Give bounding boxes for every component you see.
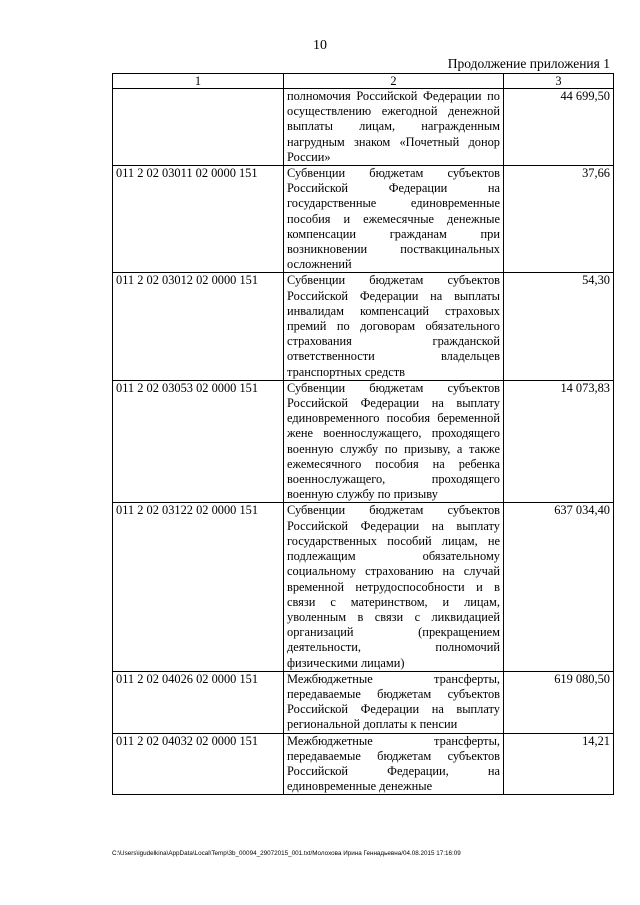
row-amount: 14 073,83 [504, 380, 614, 503]
row-description: Межбюджетные трансферты, передаваемые бюджетам субъектов Российской Федерации на выплату региональной доплаты к пенсии [284, 671, 504, 733]
budget-code: 011 2 02 03122 02 0000 151 [113, 503, 284, 671]
column-header: 1 [113, 74, 284, 89]
table-header-row [113, 74, 614, 89]
budget-table [112, 73, 614, 795]
budget-code [113, 89, 284, 166]
row-description: Субвенции бюджетам субъектов Российской Федерации на государственные единовременные пособия и ежемесячные денежные компенсации гражданам при возникновении поствакцинальных осложнений [284, 166, 504, 273]
row-description: Субвенции бюджетам субъектов Российской Федерации на выплату единовременного пособия беременной жене военнослужащего, проходящего военную службу по призыву, а также ежемесячного пособия на ребенка военнослужащего, проходящего военную службу по призыву [284, 380, 504, 503]
row-amount: 14,21 [504, 733, 614, 795]
row-description: Субвенции бюджетам субъектов Российской Федерации на выплату государственных пособий лицам, не подлежащим обязательному социальному страхованию на случай временной нетрудоспособности и в связи с материнством, и лицам, уволенным в связи с ликвидацией организаций (прекращением деятельности, полномочий физическими лицами) [284, 503, 504, 671]
table-row [113, 733, 614, 795]
budget-code: 011 2 02 03012 02 0000 151 [113, 273, 284, 380]
page-number: 10 [313, 38, 327, 53]
table-row [113, 166, 614, 273]
column-header: 3 [504, 74, 614, 89]
table-row [113, 380, 614, 503]
row-amount: 637 034,40 [504, 503, 614, 671]
budget-code: 011 2 02 04026 02 0000 151 [113, 671, 284, 733]
table-row [113, 671, 614, 733]
table-row [113, 89, 614, 166]
appendix-continuation-label: Продолжение приложения 1 [447, 56, 610, 71]
file-path-footer: C:\Users\igudelkina\AppData\Local\Temp\3b_00094_29072015_001.txt/Молохова Ирина Геннадьевна/04.08.2015 17:16:09 [112, 850, 461, 857]
row-amount: 37,66 [504, 166, 614, 273]
table-row [113, 503, 614, 671]
row-description: полномочия Российской Федерации по осуществлению ежегодной денежной выплаты лицам, награжденным нагрудным знаком «Почетный донор России» [284, 89, 504, 166]
row-description: Межбюджетные трансферты, передаваемые бюджетам субъектов Российской Федерации, на единовременные денежные [284, 733, 504, 795]
budget-code: 011 2 02 03053 02 0000 151 [113, 380, 284, 503]
row-amount: 619 080,50 [504, 671, 614, 733]
budget-code: 011 2 02 03011 02 0000 151 [113, 166, 284, 273]
column-header: 2 [284, 74, 504, 89]
row-amount: 54,30 [504, 273, 614, 380]
table-row [113, 273, 614, 380]
row-description: Субвенции бюджетам субъектов Российской Федерации на выплаты инвалидам компенсаций страховых премий по договорам обязательного страхования гражданской ответственности владельцев транспортных средств [284, 273, 504, 380]
row-amount: 44 699,50 [504, 89, 614, 166]
budget-code: 011 2 02 04032 02 0000 151 [113, 733, 284, 795]
